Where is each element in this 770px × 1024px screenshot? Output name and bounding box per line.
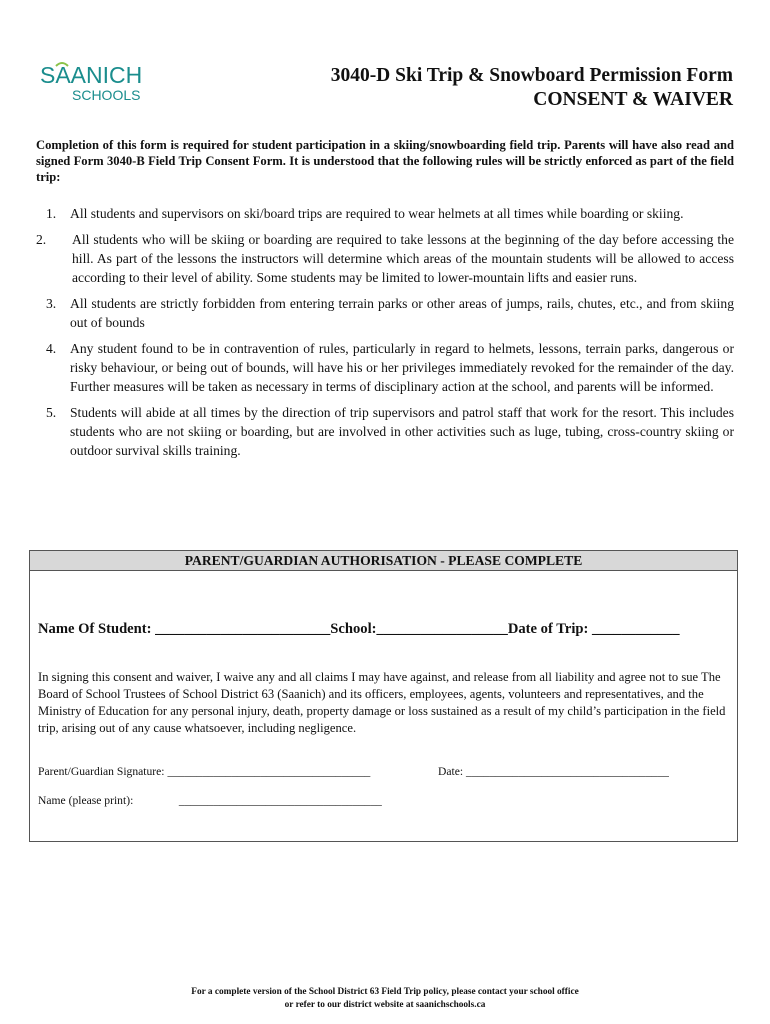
intro-paragraph: Completion of this form is required for student participation in a skiing/snowboarding field trip. Parents will have also read and signed Form 3040-B Field Trip Consent Form. It is understood that the following rules will be strictly enforced as part of the field trip:	[36, 138, 734, 184]
rule-item	[36, 230, 734, 287]
logo-text-schools: SCHOOLS	[72, 87, 141, 103]
student-info-fields[interactable]: Name Of Student: ________________________School:__________________Date of Trip: ____________	[38, 621, 680, 637]
rule-item	[36, 294, 734, 332]
rule-item	[36, 204, 734, 223]
rule-item	[36, 339, 734, 396]
signature-label: Parent/Guardian Signature:	[38, 765, 165, 778]
rule-number: 1.	[46, 206, 57, 221]
rule-text: All students and supervisors on ski/board trips are required to wear helmets at all times while boarding or skiing.	[70, 206, 684, 221]
form-title-line2: CONSENT & WAIVER	[533, 89, 733, 110]
rule-number: 2.	[36, 232, 47, 247]
rule-number: 4.	[46, 341, 57, 356]
footer-line2: or refer to our district website at saanichschools.ca	[284, 1000, 486, 1010]
logo-text-saanich: SAANICH	[40, 62, 143, 88]
signature-field[interactable]	[38, 765, 370, 778]
date-field[interactable]	[438, 765, 669, 778]
footer-line1: For a complete version of the School District 63 Field Trip policy, please contact your school office	[191, 987, 579, 997]
logo-graphic	[38, 58, 148, 104]
name-print-field[interactable]	[38, 794, 382, 807]
footer-note	[0, 986, 770, 1012]
name-print-label: Name (please print):	[38, 794, 134, 807]
rule-number: 3.	[46, 296, 57, 311]
rule-item	[36, 403, 734, 460]
authorisation-header: PARENT/GUARDIAN AUTHORISATION - PLEASE COMPLETE	[30, 551, 737, 571]
authorisation-box	[29, 550, 738, 842]
date-label: Date:	[438, 765, 464, 778]
waiver-paragraph: In signing this consent and waiver, I waive any and all claims I may have against, and release from all liability and agree not to sue The Board of School Trustees of School District 63 (Saanich) and its officers, employees, agents, volunteers and representatives, and the Ministry of Education for any personal injury, death, property damage or loss sustained as a result of my child’s participation in the field trip, arising out of any cause whatsoever, including negligence.	[38, 670, 726, 735]
date-line[interactable]: ___________________________________	[466, 765, 669, 778]
form-title	[331, 64, 733, 112]
rule-text: All students who will be skiing or boarding are required to take lessons at the beginning of the day before accessing the hill. As part of the lessons the instructors will determine which areas of the mountain students will be allowed to access according to their level of ability. Some students may be limited to lower-mountain lifts and easier runs.	[72, 232, 734, 285]
name-print-line[interactable]: ___________________________________	[178, 794, 382, 807]
rule-text: Students will abide at all times by the direction of trip supervisors and patrol staff that work for the resort. This includes students who are not skiing or boarding, but are involved in other activities such as luge, tubing, cross-country skiing or outdoor survival skills training.	[70, 405, 734, 458]
rule-text: All students are strictly forbidden from entering terrain parks or other areas of jumps, rails, chutes, etc., and from skiing out of bounds	[70, 296, 734, 330]
saanich-schools-logo	[38, 58, 148, 104]
signature-line[interactable]: ___________________________________	[167, 765, 371, 778]
rule-text: Any student found to be in contravention of rules, particularly in regard to helmets, lessons, terrain parks, dangerous or risky behaviour, or being out of bounds, will have his or her privileges immediately revoked for the remainder of the day. Further measures will be taken as necessary in terms of disciplinary action at the school, and parents will be informed.	[70, 341, 734, 394]
form-title-line1: 3040-D Ski Trip & Snowboard Permission Form	[330, 65, 733, 86]
rules-list	[36, 204, 734, 467]
rule-number: 5.	[46, 405, 57, 420]
